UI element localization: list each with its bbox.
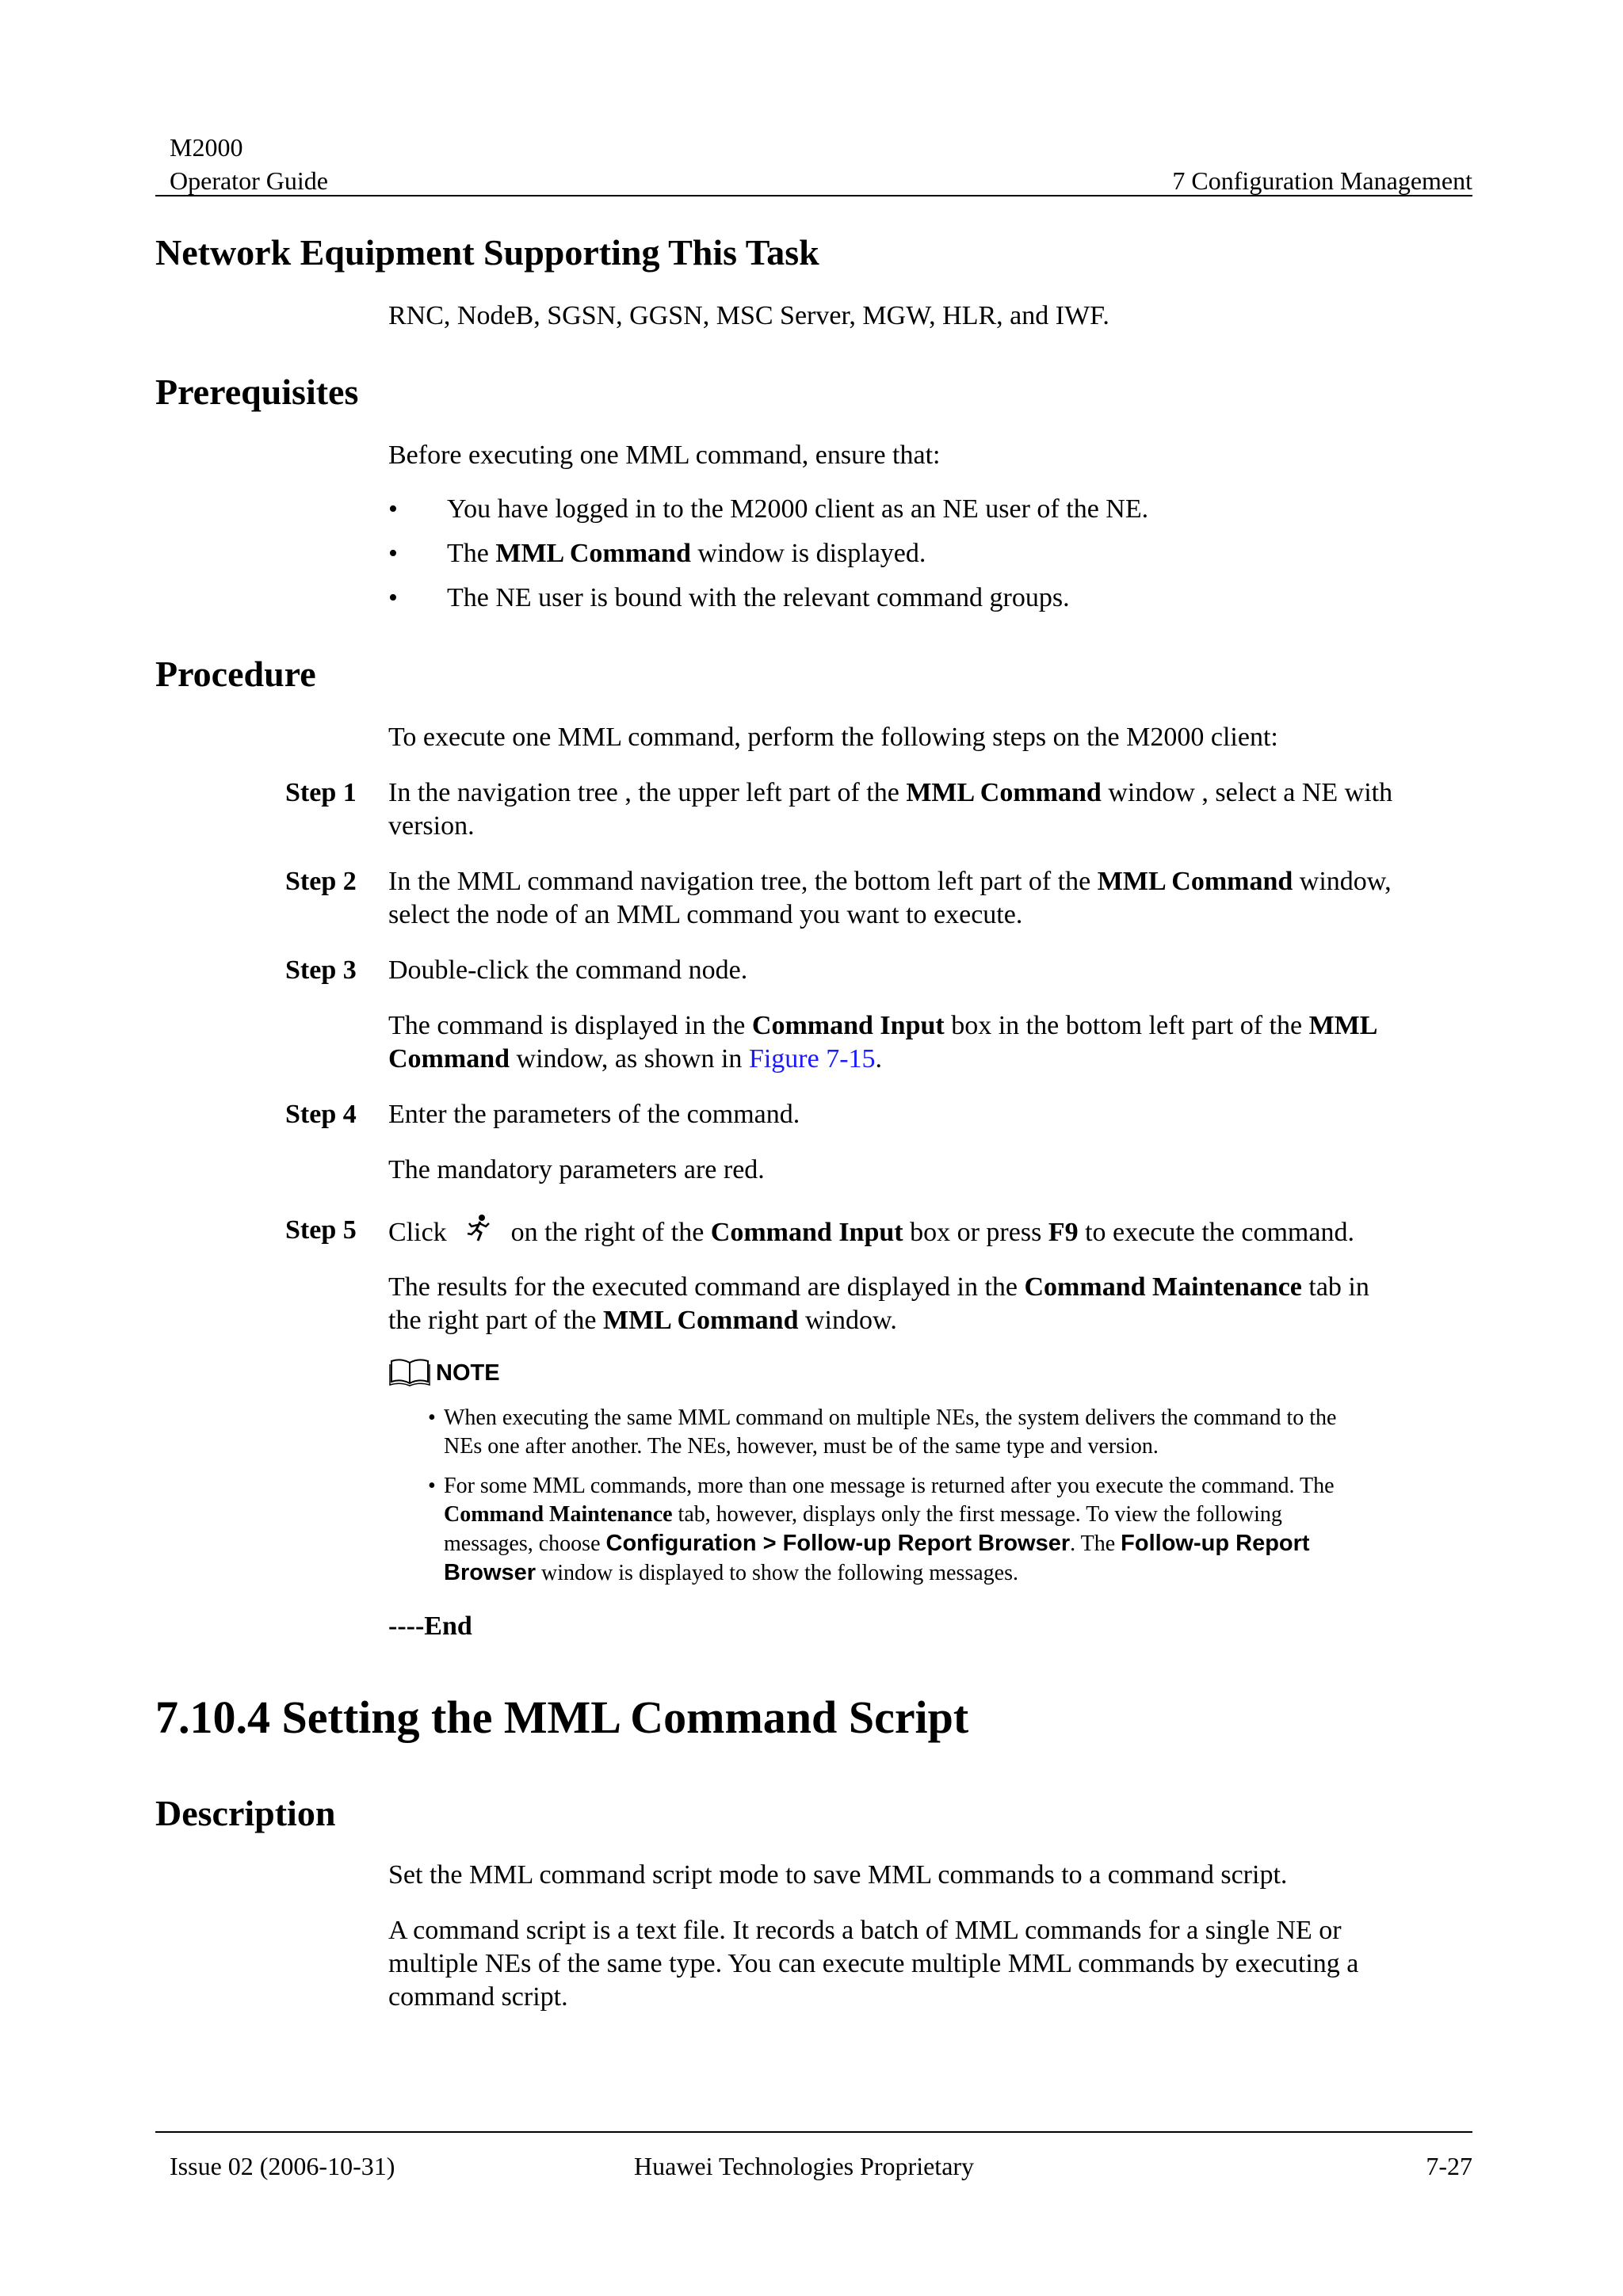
- bullet-icon: •: [388, 539, 398, 568]
- step-2-label: Step 2: [285, 867, 357, 896]
- description-p2: A command script is a text file. It records a batch of MML commands for a single NE or multiple NEs of the same type. You can execute multiple MML commands by executing a command script.: [388, 1916, 1359, 2012]
- header-doc-title: Operator Guide: [170, 166, 328, 195]
- step-4-detail: The mandatory parameters are red.: [388, 1155, 765, 1184]
- description-heading: Description: [155, 1793, 336, 1833]
- header-rule: [155, 195, 1472, 196]
- step-3-text: Double-click the command node.: [388, 955, 748, 985]
- step-1-text: In the navigation tree , the upper left part of the MML Command window , select a NE with version.: [388, 778, 1393, 841]
- header-chapter: 7 Configuration Management: [1172, 166, 1472, 195]
- prerequisites-heading: Prerequisites: [155, 372, 359, 412]
- procedure-end: ----End: [388, 1611, 472, 1641]
- network-text: RNC, NodeB, SGSN, GGSN, MSC Server, MGW, HLR, and IWF.: [388, 301, 1109, 330]
- bullet-icon: •: [428, 1474, 436, 1498]
- description-p1: Set the MML command script mode to save MML commands to a command script.: [388, 1860, 1288, 1890]
- step-5-text: Click on the right of the Command Input box or press F9 to execute the command.: [388, 1214, 1482, 1249]
- footer-page-number: 7-27: [1426, 2152, 1472, 2180]
- note-header: [388, 1356, 500, 1388]
- footer-rule: [155, 2131, 1472, 2133]
- section-title: 7.10.4 Setting the MML Command Script: [155, 1691, 969, 1743]
- note-item: • When executing the same MML command on multiple NEs, the system delivers the command to the NEs one after another. The NEs, however, must be of the same type and version.: [428, 1405, 1337, 1459]
- footer-issue: Issue 02 (2006-10-31): [170, 2152, 395, 2180]
- step-3-detail: The command is displayed in the Command Input box in the bottom left part of the MML Command window, as shown in Figure 7-15.: [388, 1011, 1378, 1074]
- note-label: NOTE: [436, 1360, 500, 1386]
- bullet-icon: •: [388, 494, 398, 524]
- prerequisites-intro: Before executing one MML command, ensure that:: [388, 441, 941, 470]
- bullet-icon: •: [388, 583, 398, 612]
- step-2-text: In the MML command navigation tree, the bottom left part of the MML Command window, select the node of an MML command you want to execute.: [388, 867, 1392, 929]
- step-4-label: Step 4: [285, 1100, 357, 1129]
- header-product: M2000: [170, 133, 243, 162]
- network-heading: Network Equipment Supporting This Task: [155, 232, 819, 273]
- figure-link[interactable]: Figure 7-15: [748, 1044, 876, 1074]
- book-icon: [388, 1356, 431, 1390]
- note-item: • For some MML commands, more than one message is returned after you execute the command. The Command Maintenance tab, however, displays only the first message. To view the following messages, choose Configuration > Follow-up Report Browser. The Follow-up Report Browser window is displayed to show the following messages.: [428, 1474, 1335, 1585]
- footer-company: Huawei Technologies Proprietary: [634, 2152, 975, 2180]
- step-3-label: Step 3: [285, 955, 357, 985]
- step-5-label: Step 5: [285, 1215, 357, 1245]
- step-1-label: Step 1: [285, 778, 357, 807]
- bullet-icon: •: [428, 1405, 436, 1430]
- prereq-item: • You have logged in to the M2000 client as an NE user of the NE.: [388, 493, 1148, 526]
- step-4-text: Enter the parameters of the command.: [388, 1100, 800, 1129]
- procedure-heading: Procedure: [155, 654, 316, 694]
- step-5-detail: The results for the executed command are displayed in the Command Maintenance tab in the right part of the MML Command window.: [388, 1272, 1369, 1335]
- prereq-item: • The MML Command window is displayed.: [388, 537, 926, 570]
- prereq-item: • The NE user is bound with the relevant command groups.: [388, 582, 1070, 615]
- procedure-intro: To execute one MML command, perform the following steps on the M2000 client:: [388, 723, 1278, 752]
- running-figure-icon: [453, 1214, 504, 1244]
